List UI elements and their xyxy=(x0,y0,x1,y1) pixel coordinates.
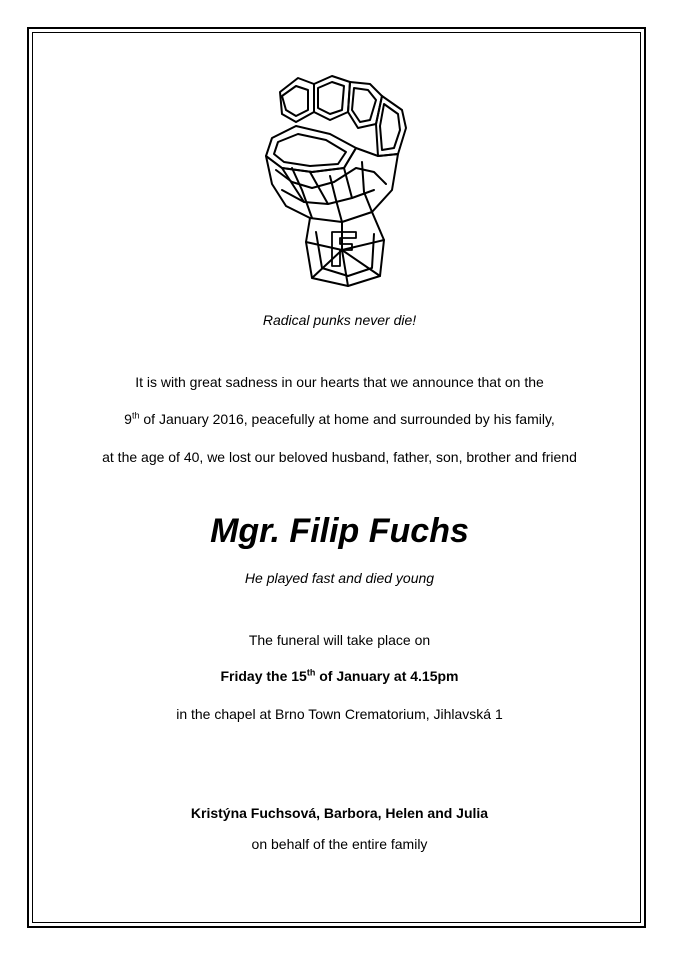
funeral-location: in the chapel at Brno Town Crematorium, Jihlavská 1 xyxy=(176,706,503,722)
signature-names: Kristýna Fuchsová, Barbora, Helen and Julia xyxy=(190,805,489,821)
raised-fist-icon xyxy=(252,72,416,294)
funeral-date-pre: Friday the 15 xyxy=(220,668,307,684)
announcement-line-2 xyxy=(0,411,679,427)
tagline: Radical punks never die! xyxy=(262,312,417,328)
funeral-date-suffix: th xyxy=(306,667,316,678)
announcement-day: 9 xyxy=(124,411,132,427)
funeral-date-post: of January at 4.15pm xyxy=(315,668,459,684)
funeral-date xyxy=(0,668,679,684)
announcement-line-3: at the age of 40, we lost our beloved husband, father, son, brother and friend xyxy=(102,449,577,465)
signature-note: on behalf of the entire family xyxy=(251,836,428,852)
announcement-day-suffix: th xyxy=(131,410,140,421)
emblem-letter: F xyxy=(343,254,345,255)
deceased-name: Mgr. Filip Fuchs xyxy=(210,512,469,550)
announcement-line-2-rest: of January 2016, peacefully at home and surrounded by his family, xyxy=(139,411,555,427)
funeral-intro: The funeral will take place on xyxy=(248,632,431,648)
announcement-line-1: It is with great sadness in our hearts that we announce that on the xyxy=(135,374,544,390)
motto: He played fast and died young xyxy=(244,570,435,586)
